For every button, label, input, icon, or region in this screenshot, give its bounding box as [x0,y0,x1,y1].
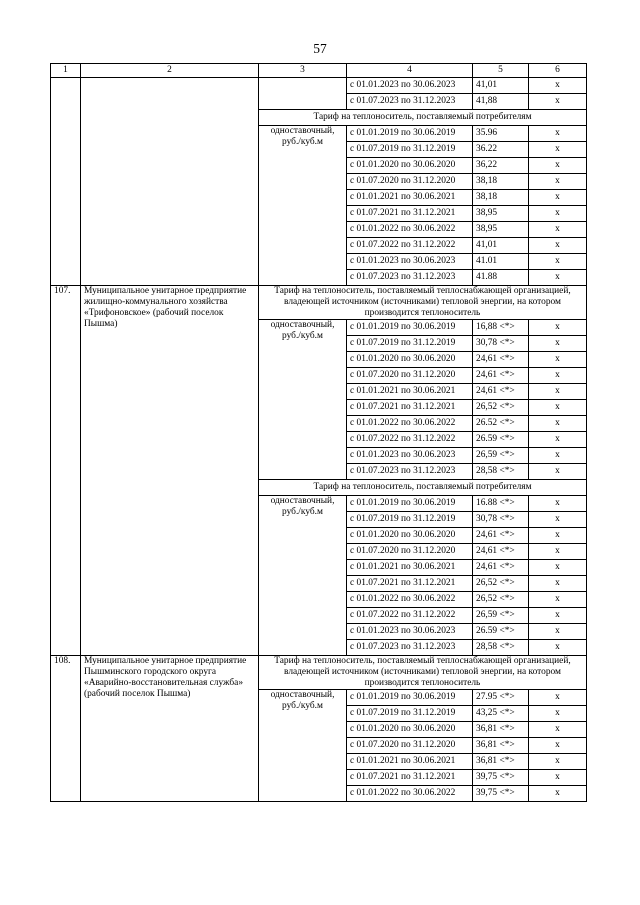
period-cell: с 01.01.2019 по 30.06.2019 [347,126,473,142]
section-title-cell: Тариф на теплоноситель, поставляемый потребителям [259,480,587,496]
period-cell: с 01.07.2021 по 31.12.2021 [347,576,473,592]
period-cell: с 01.01.2023 по 30.06.2023 [347,624,473,640]
period-cell: с 01.01.2019 по 30.06.2019 [347,320,473,336]
tariff-value-cell: 41,01 [473,78,529,94]
unit-cell: одноставочный, руб./куб.м [259,126,347,286]
period-cell: с 01.01.2020 по 30.06.2020 [347,352,473,368]
period-cell: с 01.01.2023 по 30.06.2023 [347,448,473,464]
tariff-value-cell: 24,61 <*> [473,352,529,368]
tariff-value-cell: 41,01 [473,238,529,254]
tariff-value-cell: 38,95 [473,206,529,222]
mark-cell: x [529,624,587,640]
tariff-value-cell: 27.95 <*> [473,690,529,706]
organization-cell: Муниципальное унитарное предприятие Пышминского городского округа «Аварийно-восстановительная служба» (рабочий поселок Пышма) [81,656,259,802]
tariff-value-cell: 39,75 <*> [473,786,529,802]
table-header-row [51,64,587,78]
column-header-1: 1 [51,64,81,78]
period-cell: с 01.07.2021 по 31.12.2021 [347,770,473,786]
period-cell: с 01.07.2021 по 31.12.2021 [347,400,473,416]
mark-cell: x [529,512,587,528]
period-cell: с 01.01.2023 по 30.06.2023 [347,254,473,270]
tariff-value-cell: 30,78 <*> [473,336,529,352]
period-cell: с 01.07.2023 по 31.12.2023 [347,94,473,110]
unit-cell: одноставочный, руб./куб.м [259,496,347,656]
tariff-value-cell: 24,61 <*> [473,560,529,576]
tariff-value-cell: 41.01 [473,254,529,270]
tariff-value-cell: 36.22 [473,142,529,158]
tariff-value-cell: 24,61 <*> [473,544,529,560]
mark-cell: x [529,690,587,706]
tariff-value-cell: 26,59 <*> [473,608,529,624]
mark-cell: x [529,416,587,432]
period-cell: с 01.01.2022 по 30.06.2022 [347,416,473,432]
column-header-5: 5 [473,64,529,78]
tariff-value-cell: 26,52 <*> [473,592,529,608]
period-cell: с 01.07.2022 по 31.12.2022 [347,608,473,624]
tariff-value-cell: 24,61 <*> [473,384,529,400]
mark-cell: x [529,206,587,222]
mark-cell: x [529,786,587,802]
mark-cell: x [529,336,587,352]
period-cell: с 01.07.2020 по 31.12.2020 [347,174,473,190]
tariff-value-cell: 41,88 [473,94,529,110]
section-title-cell: Тариф на теплоноситель, поставляемый теплоснабжающей организацией, владеющей источником (источниками) тепловой энергии, на котором производится теплоноситель [259,286,587,320]
mark-cell: x [529,142,587,158]
period-cell: с 01.07.2023 по 31.12.2023 [347,464,473,480]
page-number: 57 [313,41,327,56]
period-cell: с 01.01.2020 по 30.06.2020 [347,722,473,738]
mark-cell: x [529,352,587,368]
tariff-value-cell: 41.88 [473,270,529,286]
mark-cell: x [529,270,587,286]
mark-cell: x [529,368,587,384]
tariff-value-cell: 43,25 <*> [473,706,529,722]
period-cell: с 01.01.2022 по 30.06.2022 [347,786,473,802]
tariff-value-cell: 24,61 <*> [473,368,529,384]
tariff-table [50,63,587,802]
tariff-value-cell: 39,75 <*> [473,770,529,786]
mark-cell: x [529,592,587,608]
tariff-value-cell: 38,95 [473,222,529,238]
period-cell: с 01.01.2019 по 30.06.2019 [347,496,473,512]
period-cell: с 01.01.2021 по 30.06.2021 [347,754,473,770]
period-cell: с 01.01.2019 по 30.06.2019 [347,690,473,706]
column-header-6: 6 [529,64,587,78]
mark-cell: x [529,238,587,254]
mark-cell: x [529,770,587,786]
organization-cell: Муниципальное унитарное предприятие жилищно-коммунального хозяйства «Трифоновское» (рабочий поселок Пышма) [81,286,259,656]
mark-cell: x [529,754,587,770]
column-header-3: 3 [259,64,347,78]
period-cell: с 01.07.2021 по 31.12.2021 [347,206,473,222]
period-cell: с 01.01.2021 по 30.06.2021 [347,384,473,400]
section-title-row [51,286,587,320]
period-cell: с 01.07.2019 по 31.12.2019 [347,336,473,352]
mark-cell: x [529,384,587,400]
period-cell: с 01.07.2019 по 31.12.2019 [347,142,473,158]
mark-cell: x [529,222,587,238]
section-title-cell: Тариф на теплоноситель, поставляемый потребителям [259,110,587,126]
mark-cell: x [529,448,587,464]
period-cell: с 01.07.2019 по 31.12.2019 [347,512,473,528]
tariff-value-cell: 16,88 <*> [473,320,529,336]
period-cell: с 01.07.2020 по 31.12.2020 [347,544,473,560]
tariff-value-cell: 26.59 <*> [473,624,529,640]
tariff-value-cell: 30,78 <*> [473,512,529,528]
tariff-value-cell: 26,59 <*> [473,448,529,464]
organization-cell [81,78,259,286]
mark-cell: x [529,640,587,656]
mark-cell: x [529,706,587,722]
mark-cell: x [529,528,587,544]
tariff-value-cell: 35.96 [473,126,529,142]
period-cell: с 01.07.2019 по 31.12.2019 [347,706,473,722]
mark-cell: x [529,738,587,754]
entry-number-cell [51,78,81,286]
column-header-4: 4 [347,64,473,78]
mark-cell: x [529,400,587,416]
mark-cell: x [529,320,587,336]
period-cell: с 01.01.2021 по 30.06.2021 [347,560,473,576]
mark-cell: x [529,254,587,270]
mark-cell: x [529,496,587,512]
tariff-value-cell: 38,18 [473,190,529,206]
mark-cell: x [529,608,587,624]
section-title-row [51,656,587,690]
period-cell: с 01.01.2020 по 30.06.2020 [347,528,473,544]
column-header-2: 2 [81,64,259,78]
period-cell: с 01.01.2022 по 30.06.2022 [347,592,473,608]
tariff-value-cell: 16.88 <*> [473,496,529,512]
mark-cell: x [529,576,587,592]
table-row [51,78,587,94]
mark-cell: x [529,560,587,576]
period-cell: с 01.07.2022 по 31.12.2022 [347,432,473,448]
period-cell: с 01.07.2020 по 31.12.2020 [347,738,473,754]
mark-cell: x [529,174,587,190]
period-cell: с 01.07.2022 по 31.12.2022 [347,238,473,254]
tariff-value-cell: 36,22 [473,158,529,174]
unit-cell [259,78,347,110]
tariff-value-cell: 26.52 <*> [473,416,529,432]
period-cell: с 01.07.2023 по 31.12.2023 [347,640,473,656]
mark-cell: x [529,158,587,174]
mark-cell: x [529,464,587,480]
tariff-value-cell: 26,52 <*> [473,400,529,416]
tariff-table-body [51,64,587,802]
mark-cell: x [529,432,587,448]
mark-cell: x [529,544,587,560]
mark-cell: x [529,78,587,94]
period-cell: с 01.01.2021 по 30.06.2021 [347,190,473,206]
entry-number-cell: 107. [51,286,81,656]
period-cell: с 01.01.2023 по 30.06.2023 [347,78,473,94]
tariff-value-cell: 26.59 <*> [473,432,529,448]
tariff-value-cell: 36,81 <*> [473,722,529,738]
mark-cell: x [529,126,587,142]
period-cell: с 01.07.2020 по 31.12.2020 [347,368,473,384]
period-cell: с 01.01.2020 по 30.06.2020 [347,158,473,174]
tariff-value-cell: 36,81 <*> [473,738,529,754]
tariff-value-cell: 28,58 <*> [473,464,529,480]
tariff-value-cell: 36,81 <*> [473,754,529,770]
mark-cell: x [529,190,587,206]
unit-cell: одноставочный, руб./куб.м [259,690,347,802]
section-title-cell: Тариф на теплоноситель, поставляемый теплоснабжающей организацией, владеющей источником (источниками) тепловой энергии, на котором производится теплоноситель [259,656,587,690]
tariff-value-cell: 26,52 <*> [473,576,529,592]
tariff-value-cell: 28,58 <*> [473,640,529,656]
unit-cell: одноставочный, руб./куб.м [259,320,347,480]
tariff-value-cell: 24,61 <*> [473,528,529,544]
period-cell: с 01.07.2023 по 31.12.2023 [347,270,473,286]
entry-number-cell: 108. [51,656,81,802]
mark-cell: x [529,94,587,110]
tariff-value-cell: 38,18 [473,174,529,190]
mark-cell: x [529,722,587,738]
period-cell: с 01.01.2022 по 30.06.2022 [347,222,473,238]
